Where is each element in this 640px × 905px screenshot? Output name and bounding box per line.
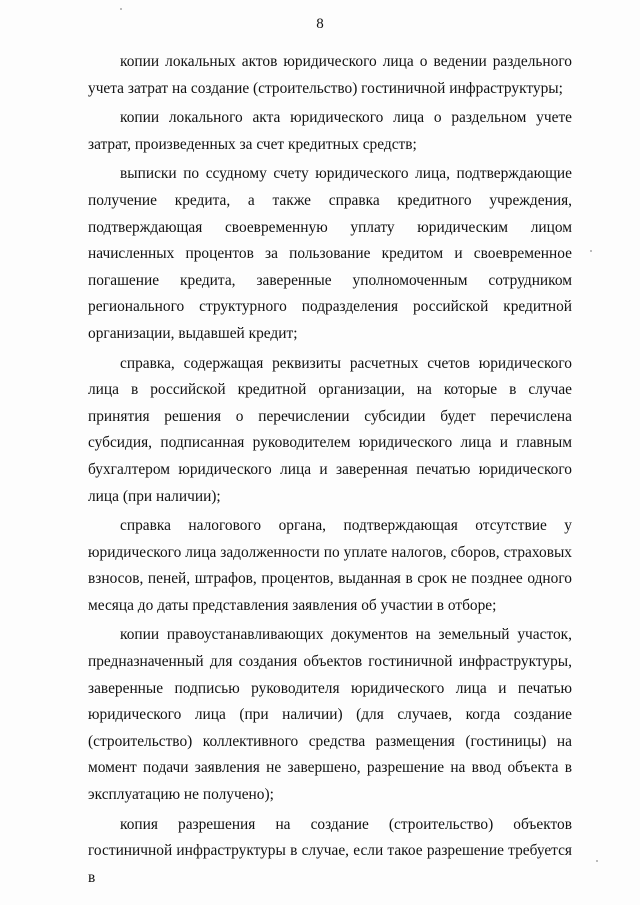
paragraph-local-act-credit-costs: копии локального акта юридического лица о раздельном учете затрат, произведенных за счет кредитных средств;: [88, 109, 572, 153]
paragraph-land-title-documents: копии правоустанавливающих документов на земельный участок, предназначенный для создания объектов гостиничной инфраструктуры, заверенные подписью руководителя юридического лица и печатью юридического лица (при наличии) (для случаев, когда создание (строительство) коллективного средства размещения (гостиницы) на момент подачи заявления не завершено, разрешение на ввод объекта в эксплуатацию не получено);: [88, 626, 572, 804]
paragraph-bank-account-details: справка, содержащая реквизиты расчетных счетов юридического лица в российской кредитной организации, на которые в случае принятия решения о перечислении субсидии будет перечислена субсидия, подписанная руководителем юридического лица и главным бухгалтером юридического лица и заверенная печатью юридического лица (при наличии);: [88, 354, 572, 505]
paragraph-tax-certificate: справка налогового органа, подтверждающая отсутствие у юридического лица задолженности по уплате налогов, сборов, страховых взносов, пеней, штрафов, процентов, выданная в срок не позднее одного месяца до даты представления заявления об участии в отборе;: [88, 517, 572, 614]
paragraph-local-acts-separate-accounting: копии локальных актов юридического лица о ведении раздельного учета затрат на создание (строительство) гостиничной инфраструктуры;: [88, 53, 572, 97]
scan-speck: [590, 250, 592, 252]
scan-speck: [120, 8, 122, 10]
paragraph-construction-permit: копия разрешения на создание (строительство) объектов гостиничной инфраструктуры в случае, если такое разрешение требуется в: [88, 815, 572, 886]
paragraph-loan-account-statements: выписки по ссудному счету юридического лица, подтверждающие получение кредита, а также справка кредитного учреждения, подтверждающая своевременную уплату юридическим лицом начисленных процентов за пользование кредитом и своевременное погашение кредита, заверенные уполномоченным сотрудником регионального структурного подразделения российской кредитной организации, выдавшей кредит;: [88, 165, 572, 342]
document-body: [88, 49, 572, 894]
page-number: 8: [316, 16, 324, 32]
scan-speck: [596, 860, 598, 862]
